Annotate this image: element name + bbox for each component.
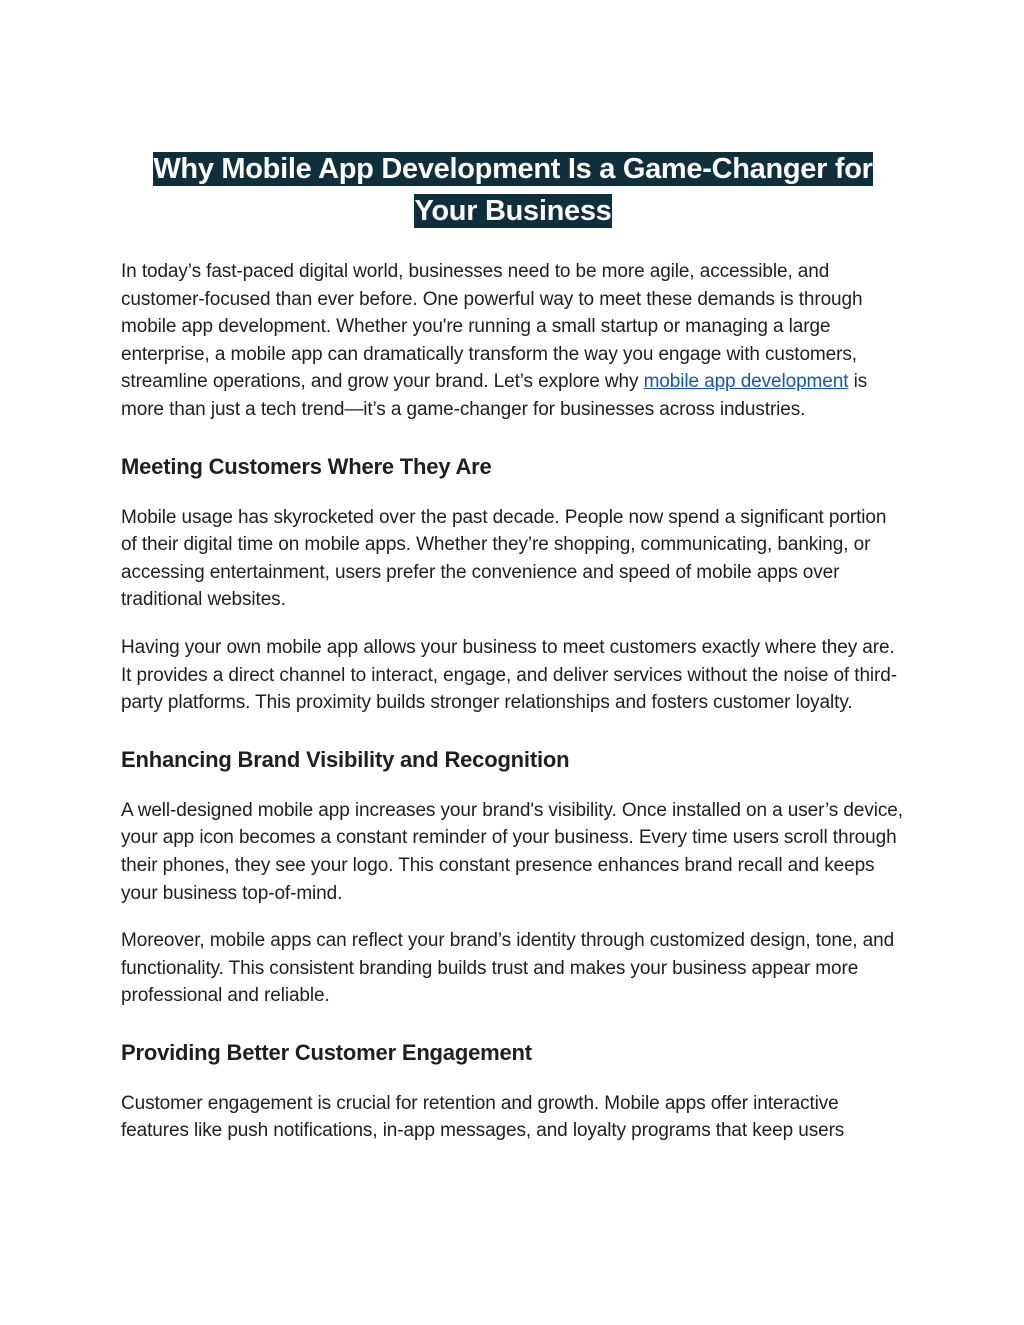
section-heading-brand-visibility: Enhancing Brand Visibility and Recognition bbox=[121, 746, 570, 772]
section-paragraph: Having your own mobile app allows your business to meet customers exactly where they are. It provides a direct channel to interact, engage, and deliver services without the noise of third-party platforms. This proximity builds stronger relationships and fosters customer loyalty. bbox=[121, 636, 897, 714]
intro-text-before-link: In today’s fast-paced digital world, businesses need to be more agile, accessible, and customer-focused than ever before. One powerful way to meet these demands is through mobile app development. Whether you're running a small startup or managing a large enterprise, a mobile app can dramatically transform the way you engage with customers, streamline operations, and grow your brand. Let’s explore why bbox=[121, 261, 863, 393]
intro-text-after-link: is more than just a tech trend—it’s a game-changer for businesses across industries. bbox=[121, 371, 868, 420]
section-heading-customer-engagement: Providing Better Customer Engagement bbox=[121, 1039, 532, 1065]
section-heading-meeting-customers: Meeting Customers Where They Are bbox=[121, 453, 492, 479]
mobile-app-development-link[interactable]: mobile app development bbox=[643, 371, 849, 393]
intro-paragraph bbox=[121, 258, 905, 424]
section-paragraph: Mobile usage has skyrocketed over the past decade. People now spend a significant portion of their digital time on mobile apps. Whether they’re shopping, communicating, banking, or accessing entertainment, users prefer the convenience and speed of mobile apps over traditional websites. bbox=[121, 506, 887, 611]
page-title bbox=[121, 148, 905, 232]
section-paragraph: Customer engagement is crucial for retention and growth. Mobile apps offer interactive features like push notifications, in-app messages, and loyalty programs that keep users bbox=[121, 1092, 845, 1142]
document-content bbox=[121, 148, 905, 1165]
page-title-text: Why Mobile App Development Is a Game-Changer for Your Business bbox=[153, 153, 873, 227]
section-paragraph: Moreover, mobile apps can reflect your brand’s identity through customized design, tone, and functionality. This consistent branding builds trust and makes your business appear more professional and reliable. bbox=[121, 930, 895, 1007]
section-paragraph: A well-designed mobile app increases your brand's visibility. Once installed on a user’s device, your app icon becomes a constant reminder of your business. Every time users scroll through their phones, they see your logo. This constant presence enhances brand recall and keeps your business top-of-mind. bbox=[121, 799, 903, 904]
